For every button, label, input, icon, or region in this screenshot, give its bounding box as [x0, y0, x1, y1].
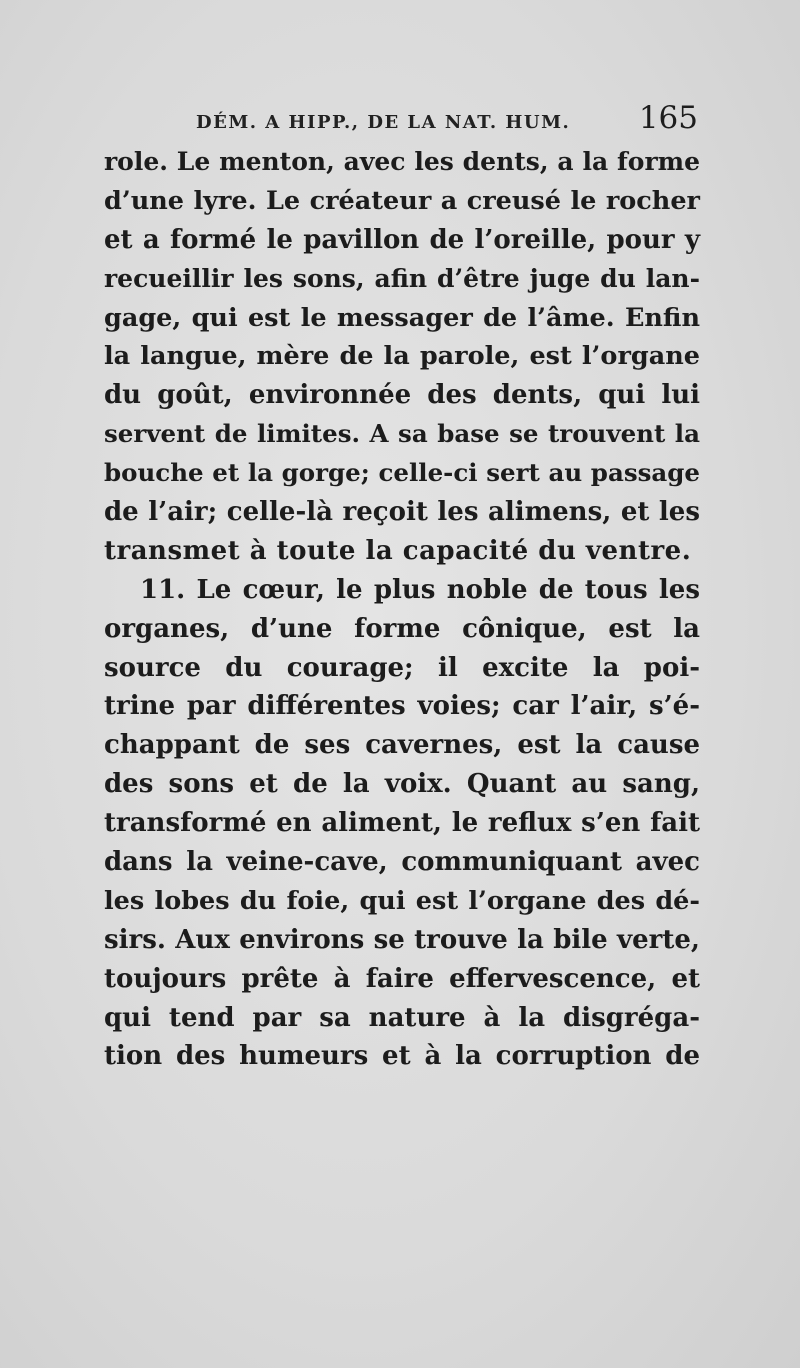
body-text: [104, 143, 700, 1076]
text-line: d’une lyre. Le créateur a creusé le rocher: [104, 185, 700, 216]
paragraph-end-line: transmet à toute la capacité du ventre.: [104, 535, 692, 566]
paragraph-start-line: 11. Le cœur, le plus noble de tous les: [140, 574, 700, 605]
text-line: recueillir les sons, afin d’être juge du lan-: [104, 263, 700, 293]
text-line: role. Le menton, avec les dents, a la forme: [104, 147, 700, 176]
text-line: source du courage; il excite la poi-: [104, 652, 700, 683]
text-line: toujours prête à faire effervescence, et: [104, 963, 700, 994]
text-line: sirs. Aux environs se trouve la bile verte,: [104, 924, 700, 955]
page-number: 165: [638, 100, 698, 136]
text-line: bouche et la gorge; celle-ci sert au passage: [104, 458, 700, 488]
text-line: servent de limites. A sa base se trouvent la: [104, 419, 700, 449]
text-line: et a formé le pavillon de l’oreille, pour y: [104, 224, 700, 255]
page-header: [104, 100, 700, 140]
text-line: trine par différentes voies; car l’air, s’é-: [104, 691, 700, 722]
text-line: organes, d’une forme cônique, est la: [104, 613, 700, 644]
text-line: dans la veine-cave, communiquant avec: [104, 847, 700, 878]
text-line: des sons et de la voix. Quant au sang,: [104, 769, 700, 800]
text-line: transformé en aliment, le reflux s’en fait: [104, 808, 700, 839]
text-line: chappant de ses cavernes, est la cause: [104, 730, 700, 761]
text-line: de l’air; celle-là reçoit les alimens, et les: [104, 497, 700, 528]
text-line: tion des humeurs et à la corruption de: [104, 1041, 700, 1072]
text-line: du goût, environnée des dents, qui lui: [104, 380, 700, 411]
text-line: gage, qui est le messager de l’âme. Enfin: [104, 302, 700, 333]
text-line: qui tend par sa nature à la disgréga-: [104, 1002, 700, 1033]
text-line: les lobes du foie, qui est l’organe des dé-: [104, 885, 700, 916]
text-line: la langue, mère de la parole, est l’organe: [104, 341, 700, 372]
running-head: DÉM. A HIPP., DE LA NAT. HUM.: [196, 112, 571, 133]
